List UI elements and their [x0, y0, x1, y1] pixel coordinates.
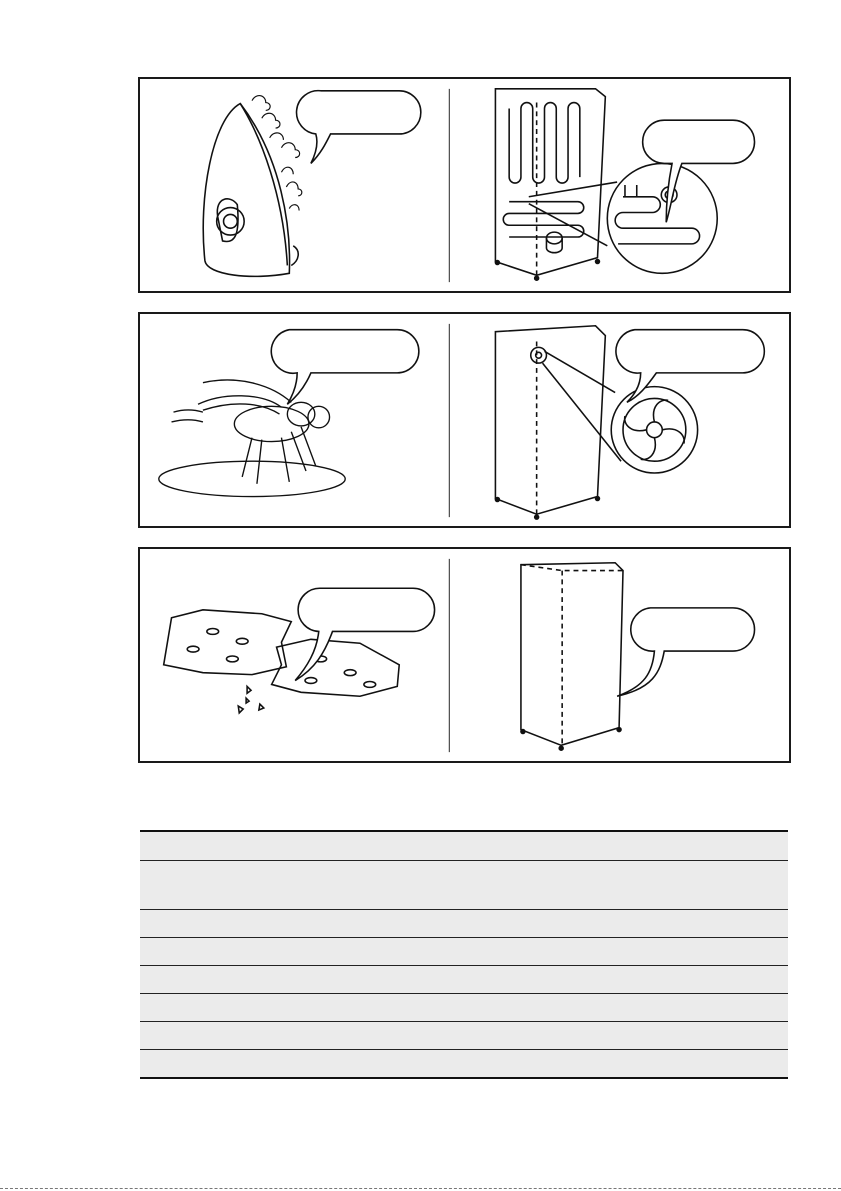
buzzing-fly-icon [159, 380, 345, 497]
table-row [140, 993, 788, 1021]
illustration-panel-2 [138, 312, 791, 528]
table-row [140, 832, 788, 860]
page-bottom-rule [0, 1188, 841, 1189]
table-row [140, 1049, 788, 1077]
fridge-back-coil-icon [495, 89, 717, 280]
table-row [140, 965, 788, 993]
table-row [140, 860, 788, 909]
noise-table [140, 830, 788, 1079]
panel-3-artwork [140, 549, 789, 761]
illustration-panel-3 [138, 547, 791, 763]
steam-iron-icon [203, 104, 298, 277]
panel-1-artwork [140, 79, 789, 291]
table-row [140, 937, 788, 965]
table-row [140, 909, 788, 937]
speech-bubble-iron [297, 91, 421, 164]
fridge-cabinet-icon [521, 563, 623, 750]
speech-bubble-cabinet [617, 608, 754, 696]
table-row [140, 1021, 788, 1049]
speech-bubble-fly [271, 330, 419, 405]
panel-2-artwork [140, 314, 789, 526]
speech-bubble-fan [616, 330, 764, 403]
illustration-panel-1 [138, 77, 791, 293]
speech-bubble-ice [295, 588, 434, 680]
